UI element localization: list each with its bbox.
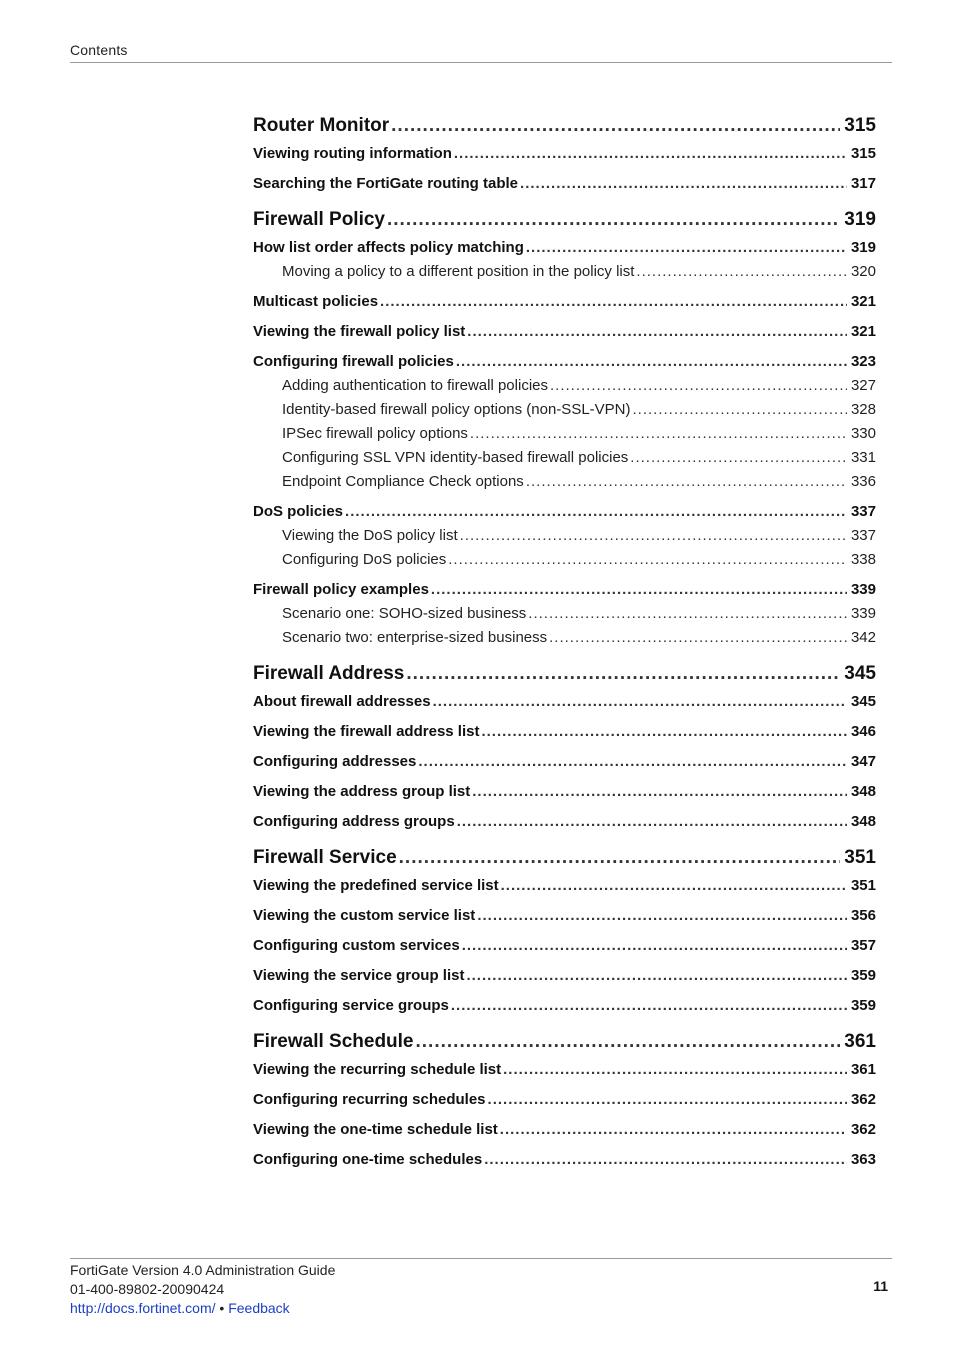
dot-leader [470, 425, 847, 442]
toc-entry-title: About firewall addresses [253, 693, 431, 710]
toc-entry-title: Firewall Schedule [253, 1031, 414, 1052]
toc-entry-page: 359 [850, 997, 876, 1014]
toc-entry-title: Configuring recurring schedules [253, 1091, 486, 1108]
toc-entry-title: Viewing the service group list [253, 967, 465, 984]
toc-sub-entry[interactable] [253, 401, 876, 421]
dot-leader [526, 239, 847, 256]
toc-section-entry[interactable] [253, 937, 876, 957]
toc-entry-page: 336 [850, 473, 876, 490]
toc-section-entry[interactable] [253, 1061, 876, 1081]
toc-section-entry[interactable] [253, 503, 876, 523]
running-header [70, 42, 892, 63]
toc-entry-page: 321 [850, 293, 876, 310]
toc-chapter-entry[interactable] [253, 209, 876, 235]
toc-entry-title: Configuring DoS policies [282, 551, 447, 568]
toc-entry-title: Searching the FortiGate routing table [253, 175, 519, 192]
toc-section-entry[interactable] [253, 175, 876, 195]
dot-leader [500, 1121, 847, 1138]
toc-entry-page: 319 [844, 209, 876, 230]
dot-leader [456, 353, 847, 370]
toc-entry-page: 346 [850, 723, 876, 740]
dot-leader [633, 401, 847, 418]
dot-leader [416, 1031, 841, 1053]
dot-leader [528, 605, 847, 622]
dot-leader [484, 1151, 847, 1168]
toc-entry-title: Viewing the firewall policy list [253, 323, 466, 340]
dot-leader [433, 693, 847, 710]
toc-entry-title: Firewall policy examples [253, 581, 429, 598]
toc-section-entry[interactable] [253, 145, 876, 165]
toc-sub-entry[interactable] [253, 449, 876, 469]
toc-entry-title: Viewing the firewall address list [253, 723, 480, 740]
toc-sub-entry[interactable] [253, 605, 876, 625]
toc-section-entry[interactable] [253, 1091, 876, 1111]
toc-sub-entry[interactable] [253, 263, 876, 283]
toc-section-entry[interactable] [253, 813, 876, 833]
toc-entry-title: DoS policies [253, 503, 344, 520]
dot-leader [380, 293, 847, 310]
toc-sub-entry[interactable] [253, 551, 876, 571]
feedback-link[interactable]: Feedback [228, 1300, 290, 1316]
footer-doc-number: 01-400-89802-20090424 [70, 1281, 225, 1297]
toc-entry-page: 347 [850, 753, 876, 770]
toc-section-entry[interactable] [253, 877, 876, 897]
dot-leader [488, 1091, 847, 1108]
page-number: 11 [873, 1278, 888, 1294]
toc-section-entry[interactable] [253, 753, 876, 773]
dot-leader [391, 115, 840, 137]
dot-leader [466, 967, 847, 984]
toc-entry-title: Scenario two: enterprise-sized business [282, 629, 548, 646]
toc-sub-entry[interactable] [253, 473, 876, 493]
toc-entry-page: 359 [850, 967, 876, 984]
dot-leader [451, 997, 847, 1014]
dot-leader [345, 503, 847, 520]
toc-entry-title: Scenario one: SOHO-sized business [282, 605, 527, 622]
dot-leader [448, 551, 847, 568]
toc-section-entry[interactable] [253, 783, 876, 803]
dot-leader [462, 937, 847, 954]
toc-entry-page: 337 [850, 527, 876, 544]
toc-entry-title: Configuring address groups [253, 813, 455, 830]
toc-section-entry[interactable] [253, 293, 876, 313]
toc-chapter-entry[interactable] [253, 847, 876, 873]
toc-entry-title: Viewing the recurring schedule list [253, 1061, 502, 1078]
dot-leader [520, 175, 847, 192]
toc-entry-page: 348 [850, 783, 876, 800]
dot-leader [472, 783, 847, 800]
toc-section-entry[interactable] [253, 693, 876, 713]
toc-entry-page: 319 [850, 239, 876, 256]
toc-entry-title: Viewing the one-time schedule list [253, 1121, 498, 1138]
toc-entry-title: Viewing the DoS policy list [282, 527, 458, 544]
dot-leader [477, 907, 847, 924]
toc-entry-title: Router Monitor [253, 115, 390, 136]
toc-entry-title: Firewall Policy [253, 209, 385, 230]
dot-leader [454, 145, 847, 162]
footer-separator: • [219, 1300, 225, 1316]
toc-entry-page: 362 [850, 1121, 876, 1138]
toc-entry-title: How list order affects policy matching [253, 239, 524, 256]
toc-entry-page: 345 [850, 693, 876, 710]
dot-leader [549, 629, 847, 646]
toc-chapter-entry[interactable] [253, 115, 876, 141]
page-footer [70, 1258, 892, 1318]
dot-leader [503, 1061, 847, 1078]
toc-section-entry[interactable] [253, 353, 876, 373]
toc-entry-page: 323 [850, 353, 876, 370]
toc-section-entry[interactable] [253, 1121, 876, 1141]
toc-entry-page: 339 [850, 605, 876, 622]
toc-entry-page: 337 [850, 503, 876, 520]
toc-entry-title: Configuring service groups [253, 997, 449, 1014]
footer-guide-title: FortiGate Version 4.0 Administration Guide [70, 1262, 336, 1278]
toc-sub-entry[interactable] [253, 527, 876, 547]
dot-leader [501, 877, 847, 894]
toc-entry-title: Viewing the address group list [253, 783, 471, 800]
toc-entry-title: IPSec firewall policy options [282, 425, 468, 442]
toc-entry-page: 331 [850, 449, 876, 466]
toc-entry-page: 348 [850, 813, 876, 830]
toc-entry-title: Firewall Address [253, 663, 405, 684]
toc-entry-page: 330 [850, 425, 876, 442]
footer-links [70, 1299, 892, 1318]
toc-entry-page: 338 [850, 551, 876, 568]
toc-section-entry[interactable] [253, 723, 876, 743]
toc-entry-page: 357 [850, 937, 876, 954]
toc-entry-title: Viewing routing information [253, 145, 452, 162]
toc-entry-title: Configuring one-time schedules [253, 1151, 483, 1168]
toc-entry-title: Configuring firewall policies [253, 353, 454, 370]
toc-section-entry[interactable] [253, 1151, 876, 1171]
toc-chapter-entry[interactable] [253, 663, 876, 689]
toc-entry-page: 345 [844, 663, 876, 684]
dot-leader [387, 209, 840, 231]
dot-leader [399, 847, 841, 869]
toc-entry-page: 320 [850, 263, 876, 280]
table-of-contents [253, 115, 876, 1171]
toc-entry-title: Configuring SSL VPN identity-based firewall policies [282, 449, 629, 466]
toc-section-entry[interactable] [253, 907, 876, 927]
toc-entry-page: 351 [850, 877, 876, 894]
dot-leader [457, 813, 847, 830]
toc-entry-page: 339 [850, 581, 876, 598]
toc-entry-page: 361 [844, 1031, 876, 1052]
toc-entry-title: Adding authentication to firewall policies [282, 377, 548, 394]
dot-leader [526, 473, 847, 490]
toc-sub-entry[interactable] [253, 425, 876, 445]
toc-entry-page: 327 [850, 377, 876, 394]
toc-entry-title: Viewing the custom service list [253, 907, 476, 924]
dot-leader [630, 449, 847, 466]
toc-entry-page: 356 [850, 907, 876, 924]
toc-section-entry[interactable] [253, 323, 876, 343]
toc-entry-page: 315 [850, 145, 876, 162]
dot-leader [481, 723, 847, 740]
toc-entry-title: Configuring custom services [253, 937, 460, 954]
dot-leader [418, 753, 847, 770]
toc-section-entry[interactable] [253, 581, 876, 601]
toc-entry-page: 317 [850, 175, 876, 192]
toc-sub-entry[interactable] [253, 377, 876, 397]
toc-sub-entry[interactable] [253, 629, 876, 649]
toc-entry-page: 315 [844, 115, 876, 136]
dot-leader [431, 581, 847, 598]
toc-entry-page: 328 [850, 401, 876, 418]
toc-entry-title: Configuring addresses [253, 753, 417, 770]
toc-entry-page: 351 [844, 847, 876, 868]
dot-leader [460, 527, 847, 544]
dot-leader [406, 663, 840, 685]
header-label: Contents [70, 42, 128, 58]
toc-section-entry[interactable] [253, 997, 876, 1017]
toc-entry-page: 363 [850, 1151, 876, 1168]
toc-chapter-entry[interactable] [253, 1031, 876, 1057]
toc-entry-title: Viewing the predefined service list [253, 877, 499, 894]
toc-section-entry[interactable] [253, 967, 876, 987]
toc-entry-page: 342 [850, 629, 876, 646]
toc-entry-page: 321 [850, 323, 876, 340]
toc-entry-title: Firewall Service [253, 847, 397, 868]
toc-entry-title: Endpoint Compliance Check options [282, 473, 524, 490]
toc-section-entry[interactable] [253, 239, 876, 259]
toc-entry-page: 361 [850, 1061, 876, 1078]
dot-leader [636, 263, 847, 280]
dot-leader [467, 323, 847, 340]
docs-link[interactable]: http://docs.fortinet.com/ [70, 1300, 216, 1316]
toc-entry-title: Multicast policies [253, 293, 379, 310]
toc-entry-page: 362 [850, 1091, 876, 1108]
dot-leader [550, 377, 847, 394]
toc-entry-title: Moving a policy to a different position in the policy list [282, 263, 635, 280]
toc-entry-title: Identity-based firewall policy options (non-SSL-VPN) [282, 401, 631, 418]
